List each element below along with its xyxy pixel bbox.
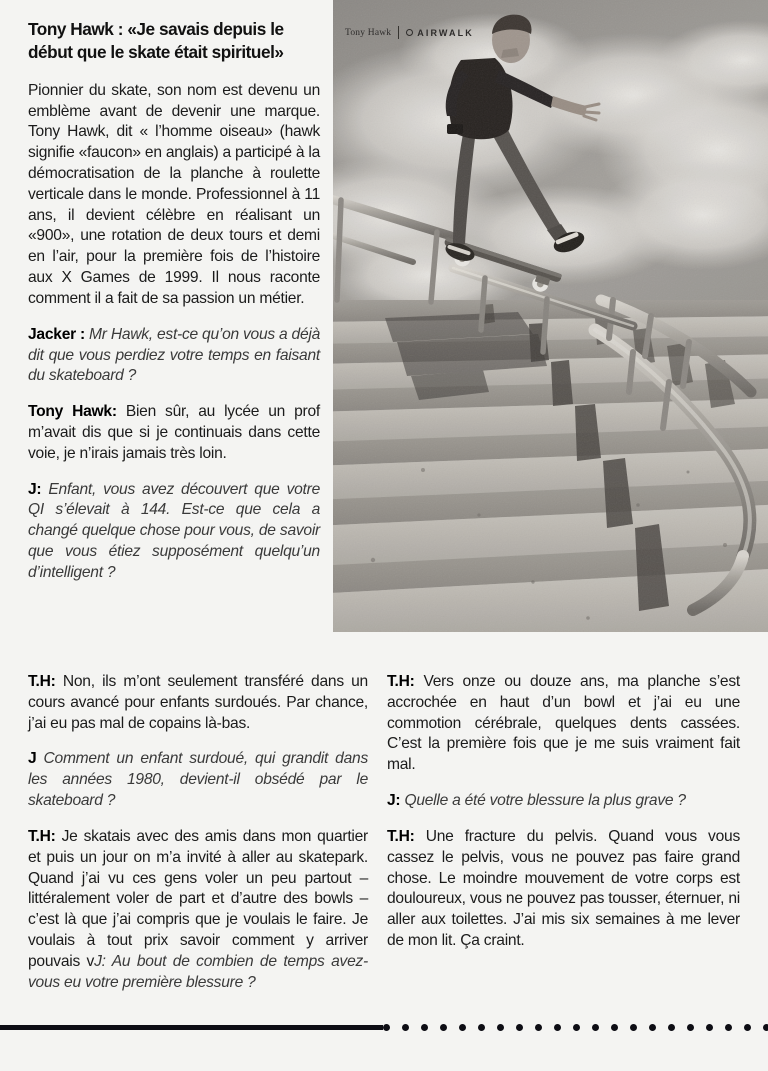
footer-dot [630,1024,637,1031]
footer-solid-bar [0,1025,383,1030]
qa-speaker: J: [28,480,42,498]
footer-dot [744,1024,751,1031]
qa-block [28,672,368,734]
qa-speaker: J [28,750,37,768]
qa-speaker: T.H: [387,827,415,845]
qa-text: Une fracture du pelvis. Quand vous vous cassez le pelvis, vous ne pouvez pas faire grand chose. Le moindre mouvement de votre corps est douloureux, vous ne pouvez pas tousser, éternuer, ni aller aux toilettes. J’ai mis six semaines à me lever de mon lit. Ça craint. [387,827,740,949]
footer-dot [402,1024,409,1031]
footer-dot [687,1024,694,1031]
footer-dot [383,1024,390,1031]
qa-speaker: T.H: [28,673,56,690]
qa-text: Vers onze ou douze ans, ma planche s’est accrochée en haut d’un bowl et j’ai eu une commotion cérébrale, quelques dents cassées. C’est la première fois que je me suis vraiment fait mal. [387,673,740,774]
intro-paragraph: Pionnier du skate, son nom est devenu un emblème avant de devenir une marque. Tony Hawk, dit « l’homme oiseau» (hawk signifie «faucon» en anglais) a participé à la démocratisation de la planche à roulette verticale dans le monde. Professionnel à 11 ans, il devient célèbre en réalisant un «900», une rotation de deux tours et demi en l’air, pour la première fois de l’histoire aux X Games de 1999. Il nous raconte comment il a fait de sa passion un métier. [28,81,320,307]
photo-credit [345,26,474,39]
credit-divider [398,26,399,39]
text-column-left [28,672,368,993]
photo-credit-brand: AIRWALK [417,27,474,38]
footer-dot [649,1024,656,1031]
photo-credit-name: Tony Hawk [345,27,392,38]
ring-icon [406,29,413,36]
hero-photo [333,0,768,632]
qa-speaker: Jacker : [28,325,85,343]
qa-speaker: Tony Hawk: [28,403,117,421]
qa-block [28,480,320,584]
qa-text: Je skatais avec des amis dans mon quartier et puis un jour on m’a invité à aller au skatepark. Quand j’ai vu ces gens voler un peu partout – littéralement voler de part et d’autre des bowls – c’est là que j’ai compris que je voulais le faire. Je voulais à tout prix savoir comment y arriver pouvais v [28,827,368,970]
footer-dot [554,1024,561,1031]
qa-block [28,325,320,387]
text-column-right [387,672,740,952]
qa-text: Comment un enfant surdoué, qui grandit dans les années 1980, devient-il obsédé par le skateboard ? [28,750,368,810]
footer-dot [535,1024,542,1031]
qa-block [28,827,368,994]
qa-text: Mr Hawk, est-ce qu’on vous a déjà dit que vous perdiez votre temps en faisant du skateboard ? [28,325,321,385]
page-title: Tony Hawk : «Je savais depuis le début que le skate était spirituel» [28,19,284,62]
footer-dot [611,1024,618,1031]
footer-dot [440,1024,447,1031]
footer-dot-row [383,1024,768,1032]
footer-dot [478,1024,485,1031]
qa-text: Au bout de combien de temps avez-vous eu votre première blessure ? [28,952,368,991]
qa-block [387,827,740,952]
footer-rule [0,1024,768,1034]
qa-speaker: J: [387,792,401,810]
footer-dot [668,1024,675,1031]
footer-dot [573,1024,580,1031]
qa-text: Enfant, vous avez découvert que votre QI s’élevait à 144. Est-ce que cela a changé quelque chose pour vous, de savoir que vous étiez supposément quelqu’un d’intelligent ? [28,480,320,581]
footer-dot [497,1024,504,1031]
qa-text: Non, ils m’ont seulement transféré dans un cours avancé pour enfants surdoués. Par chance, j’ai eu pas mal de copains là-bas. [28,673,368,732]
footer-dot [516,1024,523,1031]
footer-dot [725,1024,732,1031]
airwalk-logo [406,28,474,38]
qa-block [28,749,368,811]
footer-dot [706,1024,713,1031]
qa-speaker: T.H: [28,827,56,845]
footer-dot [459,1024,466,1031]
footer-dot [592,1024,599,1031]
skater-photo-illustration [333,0,768,632]
qa-text: Bien sûr, au lycée un prof m’avait dis que si je continuais dans cette voie, je n’irais jamais très loin. [28,403,320,462]
qa-block [387,791,740,812]
qa-block [28,402,320,464]
qa-speaker: J: [94,952,106,970]
footer-dot [421,1024,428,1031]
footer-dot [763,1024,768,1031]
qa-block [387,672,740,776]
intro-column [28,18,320,584]
qa-text: Quelle a été votre blessure la plus grave ? [400,792,686,810]
qa-speaker: T.H: [387,673,415,690]
